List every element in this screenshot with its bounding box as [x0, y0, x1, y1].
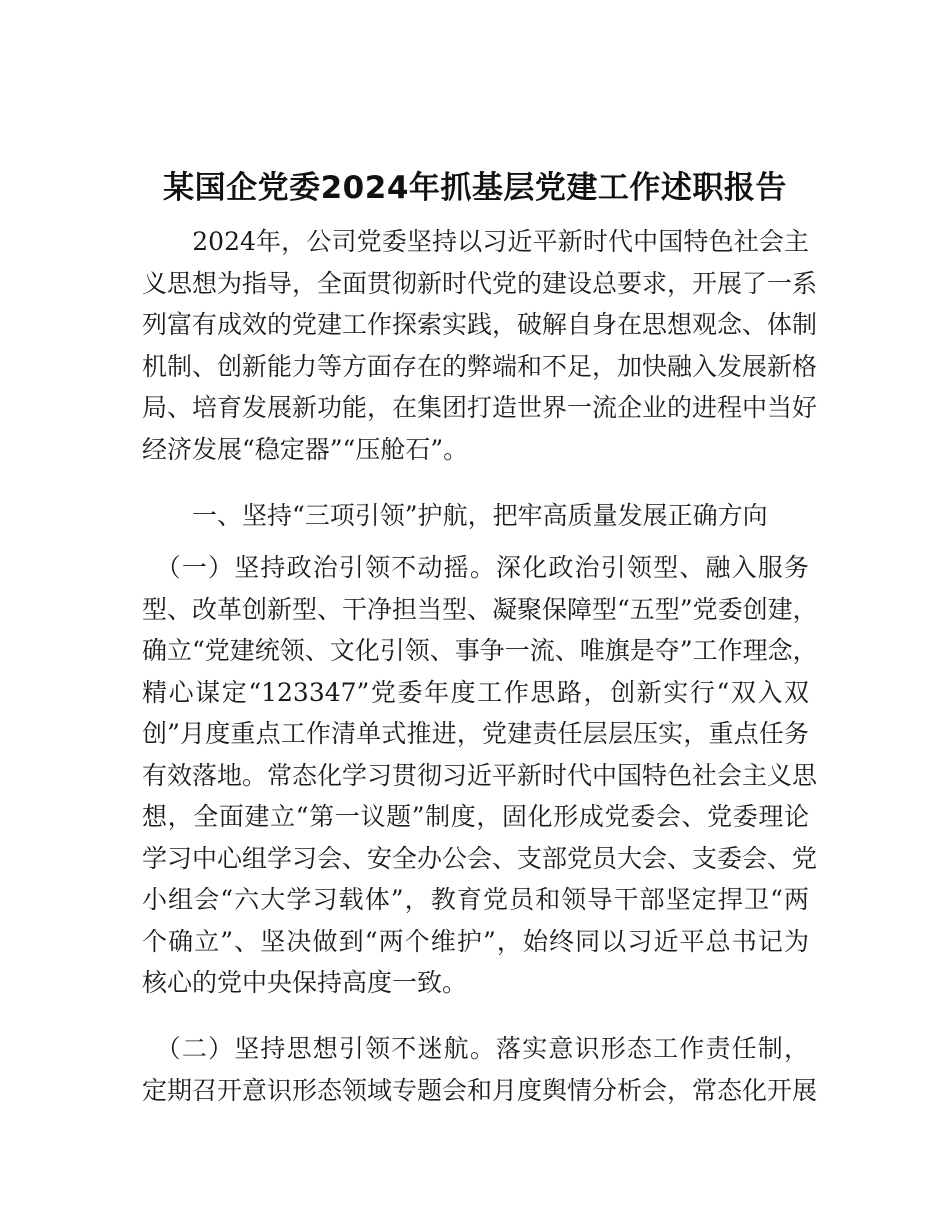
intro-paragraph	[142, 221, 818, 470]
text-line: 2024年，公司党委坚持以习近平新时代中国特色社会主	[142, 227, 809, 256]
text-line: 创”月度重点工作清单式推进，党建责任层层压实，重点任务	[142, 719, 809, 748]
text-line: 想，全面建立“第一议题”制度，固化形成党委会、党委理论	[142, 802, 809, 831]
text-line: 局、培育发展新功能，在集团打造世界一流企业的进程中当好	[142, 393, 818, 422]
section-heading	[142, 495, 809, 537]
document-title: 某国企党委2024年抓基层党建工作述职报告	[163, 170, 787, 206]
text-line: （一）坚持政治引领不动摇。深化政治引领型、融入服务	[142, 553, 809, 582]
text-line: 列富有成效的党建工作探索实践，破解自身在思想观念、体制	[142, 310, 818, 339]
text-line: 学习中心组学习会、安全办公会、支部党员大会、支委会、党	[142, 843, 818, 873]
text-line: 有效落地。常态化学习贯彻习近平新时代中国特色社会主义思	[142, 760, 818, 790]
text-line: 精心谋定“123347”党委年度工作思路，创新实行“双入双	[142, 677, 809, 707]
text-line: 机制、创新能力等方面存在的弊端和不足，加快融入发展新格	[142, 351, 818, 381]
section-heading-text: 一、坚持“三项引领”护航，把牢高质量发展正确方向	[142, 501, 768, 530]
text-line: 个确立”、坚决做到“两个维护”，始终同以习近平总书记为	[142, 926, 809, 956]
paragraph-political-leadership	[142, 547, 818, 1004]
text-line: 小组会“六大学习载体”，教育党员和领导干部坚定捍卫“两	[142, 885, 809, 914]
text-line: （二）坚持思想引领不迷航。落实意识形态工作责任制，	[142, 1034, 809, 1063]
text-line: 经济发展“稳定器”“压舱石”。	[142, 434, 469, 464]
text-line: 核心的党中央保持高度一致。	[142, 968, 468, 997]
text-line: 型、改革创新型、干净担当型、凝聚保障型“五型”党委创建，	[142, 594, 818, 624]
text-line: 确立“党建统领、文化引领、事争一流、唯旗是夺”工作理念，	[142, 636, 818, 665]
paragraph-ideological-leadership	[142, 1028, 818, 1111]
text-line: 定期召开意识形态领域专题会和月度舆情分析会，常态化开展	[142, 1075, 818, 1105]
text-line: 义思想为指导，全面贯彻新时代党的建设总要求，开展了一系	[142, 268, 818, 298]
